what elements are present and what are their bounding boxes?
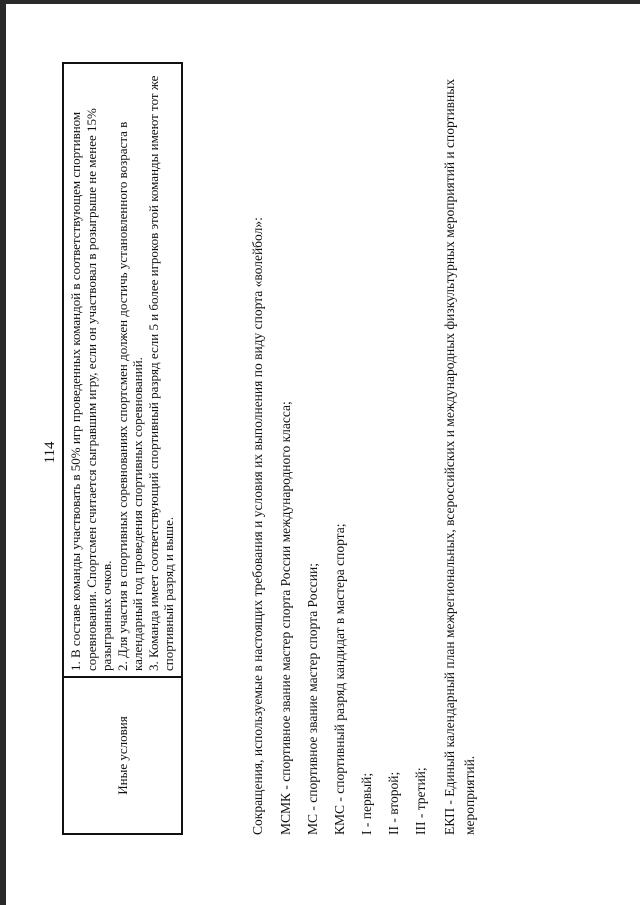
condition-1: 1. В составе команды участвовать в 50% игр проведенных командой в соответствующем спортивном соревновании. Спортсмен считается сыгравшим игру, если он участвовал в розыгрыше не менее 15% разыгранных очков. [68, 108, 114, 671]
page-number: 114 [42, 441, 58, 464]
table-row [63, 63, 182, 834]
condition-2: 2. Для участия в спортивных соревнованиях спортсмен должен достичь установленного возраста в календарный год проведения спортивных соревнований. [114, 121, 145, 671]
abbr-ms: МС - спортивное звание мастер спорта России; [305, 563, 320, 835]
conditions-cell [63, 63, 182, 677]
abbr-second: II - второй; [386, 771, 401, 835]
abbr-ekp: ЕКП - Единый календарный план межрегиональных, всероссийских и международных физкультурных мероприятий и спортивных мероприятий. [442, 78, 477, 835]
conditions-table [62, 62, 183, 835]
abbreviations-intro: Сокращения, используемые в настоящих требования и условия их выполнения по виду спорта «волейбол»: [250, 217, 265, 835]
row-label: Иные условия [63, 677, 182, 834]
abbr-first: I - первый; [359, 772, 374, 835]
abbr-kms: КМС - спортивный разряд кандидат в мастера спорта; [332, 523, 347, 835]
abbr-third: III - третий; [413, 767, 428, 835]
condition-3: 3. Команда имеет соответствующий спортивный разряд если 5 и более игроков этой команды имеют тот же спортивный разряд и выше. [145, 75, 176, 671]
abbr-msmk: МСМК - спортивное звание мастер спорта России международного класса; [278, 401, 293, 835]
abbreviations-section [250, 45, 491, 835]
